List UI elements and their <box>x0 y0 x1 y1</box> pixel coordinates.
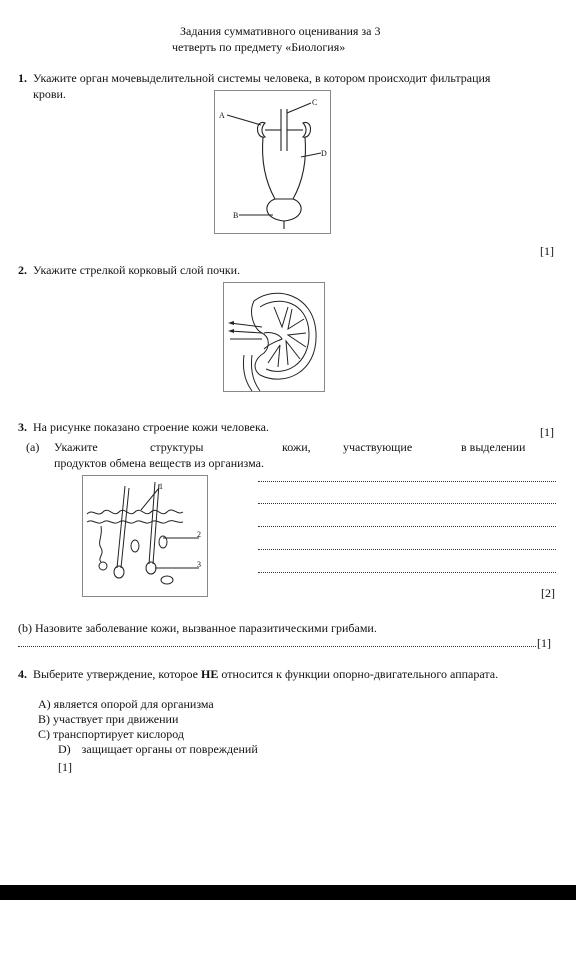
q3-score-top: [1] <box>540 425 554 439</box>
q2-number: 2. <box>18 263 27 277</box>
answer-line-2[interactable] <box>258 503 556 504</box>
option-letter: C) <box>38 727 50 741</box>
q3b-answer-line[interactable] <box>18 646 536 647</box>
skin-structure-figure <box>82 475 208 597</box>
q3-number: 3. <box>18 420 27 434</box>
q3a-label: (a) <box>26 440 40 454</box>
q4-option-d[interactable] <box>58 742 258 756</box>
q4-text-post: относится к функции опорно-двигательного аппарата. <box>218 667 499 681</box>
kidney-section-drawing <box>224 283 324 391</box>
q3b-text: (b) Назовите заболевание кожи, вызванное паразитическими грибами. <box>18 621 377 635</box>
urinary-system-figure <box>214 90 331 234</box>
bottom-bar <box>0 885 576 900</box>
q1-score: [1] <box>540 244 554 258</box>
answer-line-3[interactable] <box>258 526 556 527</box>
q3-text: На рисунке показано строение кожи человека. <box>33 420 269 434</box>
q3a-score: [2] <box>541 586 555 600</box>
q3a-word-4: участвующие <box>343 440 413 454</box>
q2-text: Укажите стрелкой корковый слой почки. <box>33 263 241 277</box>
urinary-label-a: A <box>219 111 225 120</box>
q4-option-c[interactable] <box>38 727 184 741</box>
q3b-score: [1] <box>537 636 551 650</box>
q3a-word-2: структуры <box>150 440 204 454</box>
option-letter: D) <box>58 742 71 756</box>
q4-option-b[interactable] <box>38 712 178 726</box>
skin-label-2: 2 <box>197 530 201 539</box>
option-letter: A) <box>38 697 51 711</box>
header-line-2: четверть по предмету «Биология» <box>172 40 346 54</box>
q4-text <box>33 667 498 681</box>
option-text: защищает органы от повреждений <box>81 742 258 756</box>
header-line-1: Задания суммативного оценивания за 3 <box>180 24 381 38</box>
kidney-section-figure <box>223 282 325 392</box>
q4-number: 4. <box>18 667 27 681</box>
q3a-word-3: кожи, <box>282 440 311 454</box>
q3a-line-2: продуктов обмена веществ из организма. <box>54 456 264 470</box>
answer-line-1[interactable] <box>258 481 556 482</box>
q4-text-pre: Выберите утверждение, которое <box>33 667 202 681</box>
q3a-word-5: в выделении <box>461 440 526 454</box>
urinary-label-c: C <box>312 98 318 107</box>
q3a-word-1: Укажите <box>54 440 98 454</box>
option-text: участвует при движении <box>53 712 179 726</box>
option-text: является опорой для организма <box>53 697 214 711</box>
q4-option-a[interactable] <box>38 697 214 711</box>
skin-structure-drawing <box>83 476 207 596</box>
answer-line-4[interactable] <box>258 549 556 550</box>
q4-text-bold: НЕ <box>201 667 219 681</box>
q1-text-line-1: Укажите орган мочевыделительной системы человека, в котором происходит фильтрация <box>33 71 491 85</box>
q1-text-line-2: крови. <box>33 87 66 101</box>
answer-line-5[interactable] <box>258 572 556 573</box>
option-letter: B) <box>38 712 50 726</box>
skin-label-1: 1 <box>159 482 163 491</box>
q4-score: [1] <box>58 760 72 774</box>
option-text: транспортирует кислород <box>53 727 184 741</box>
urinary-label-b: B <box>233 211 239 220</box>
urinary-label-d: D <box>321 149 327 158</box>
skin-label-3: 3 <box>197 560 201 569</box>
q1-number: 1. <box>18 71 27 85</box>
